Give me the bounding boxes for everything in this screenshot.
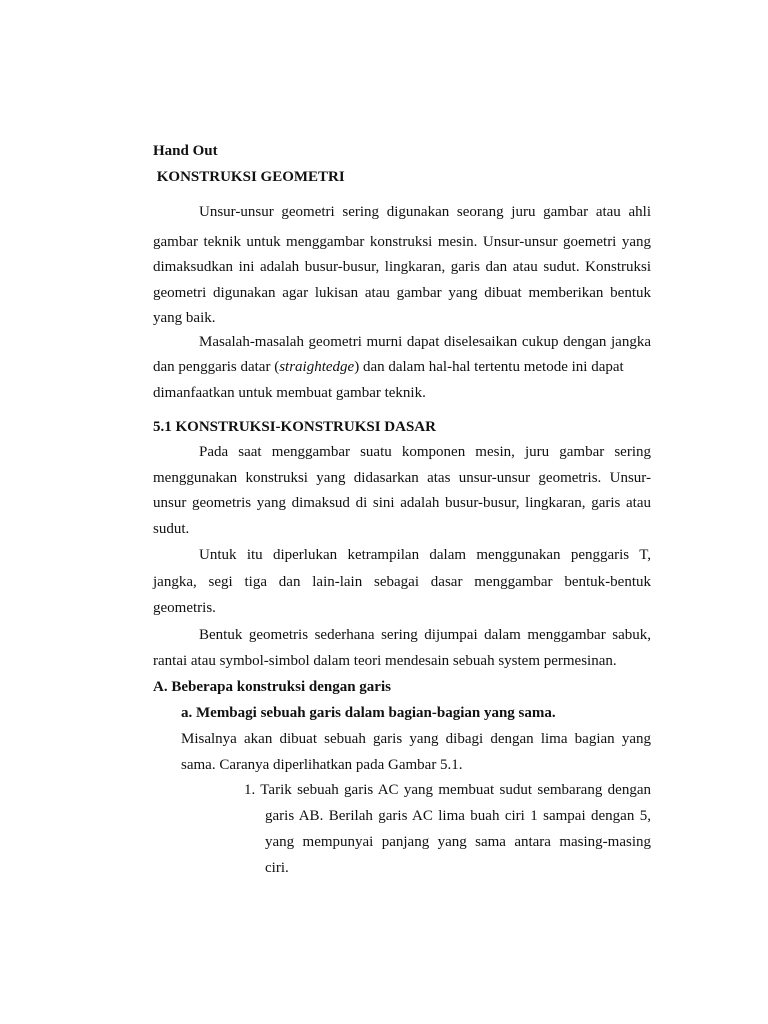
- section-heading: 5.1 KONSTRUKSI-KONSTRUKSI DASAR: [153, 419, 436, 435]
- paragraph-line: [153, 358, 651, 376]
- paragraph-line: yang baik.: [153, 310, 216, 326]
- paragraph-line: rantai atau symbol-simbol dalam teori mendesain sebuah system permesinan.: [153, 653, 617, 669]
- paragraph-line: Untuk itu diperlukan ketrampilan dalam menggunakan penggaris T,: [199, 547, 651, 563]
- paragraph-line: dimaksudkan ini adalah busur-busur, lingkaran, garis dan atau sudut. Konstruksi: [153, 259, 651, 275]
- paragraph-line: Misalnya akan dibuat sebuah garis yang dibagi dengan lima bagian yang: [181, 731, 651, 747]
- list-item-line: garis AB. Berilah garis AC lima buah ciri 1 sampai dengan 5,: [265, 808, 651, 824]
- paragraph-line: dimanfaatkan untuk membuat gambar teknik.: [153, 385, 426, 401]
- handout-label: Hand Out: [153, 143, 218, 159]
- list-item-line: 1. Tarik sebuah garis AC yang membuat sudut sembarang dengan: [244, 782, 651, 798]
- term-straightedge: straightedge: [279, 359, 355, 375]
- paragraph-line: geometris.: [153, 600, 216, 616]
- paragraph-line: gambar teknik untuk menggambar konstruksi mesin. Unsur-unsur goemetri yang: [153, 234, 651, 250]
- paragraph-line: jangka, segi tiga dan lain-lain sebagai dasar menggambar bentuk-bentuk: [153, 574, 651, 590]
- paragraph-line: sudut.: [153, 521, 190, 537]
- paragraph-line: Unsur-unsur geometri sering digunakan seorang juru gambar atau ahli: [199, 204, 651, 220]
- paragraph-line: menggunakan konstruksi yang didasarkan atas unsur-unsur geometris. Unsur-: [153, 470, 651, 486]
- paragraph-line: Pada saat menggambar suatu komponen mesin, juru gambar sering: [199, 444, 651, 460]
- document-title: KONSTRUKSI GEOMETRI: [153, 169, 345, 185]
- paragraph-line: sama. Caranya diperlihatkan pada Gambar 5.1.: [181, 757, 463, 773]
- paragraph-line: geometri digunakan agar lukisan atau gambar yang dibuat memberikan bentuk: [153, 285, 651, 301]
- list-item-line: ciri.: [265, 860, 289, 876]
- paragraph-line: Masalah-masalah geometri murni dapat diselesaikan cukup dengan jangka: [199, 334, 651, 350]
- paragraph-line: Bentuk geometris sederhana sering dijumpai dalam menggambar sabuk,: [199, 627, 651, 643]
- paragraph-line: unsur geometris yang dimaksud di sini adalah busur-busur, lingkaran, garis atau: [153, 495, 651, 511]
- subheading-a: A. Beberapa konstruksi dengan garis: [153, 679, 391, 695]
- subheading-a-a: a. Membagi sebuah garis dalam bagian-bagian yang sama.: [181, 705, 556, 721]
- list-item-line: yang mempunyai panjang yang sama antara masing-masing: [265, 834, 651, 850]
- paragraph-text: dan penggaris datar (straightedge) dan dalam hal-hal tertentu metode ini dapat: [153, 359, 624, 375]
